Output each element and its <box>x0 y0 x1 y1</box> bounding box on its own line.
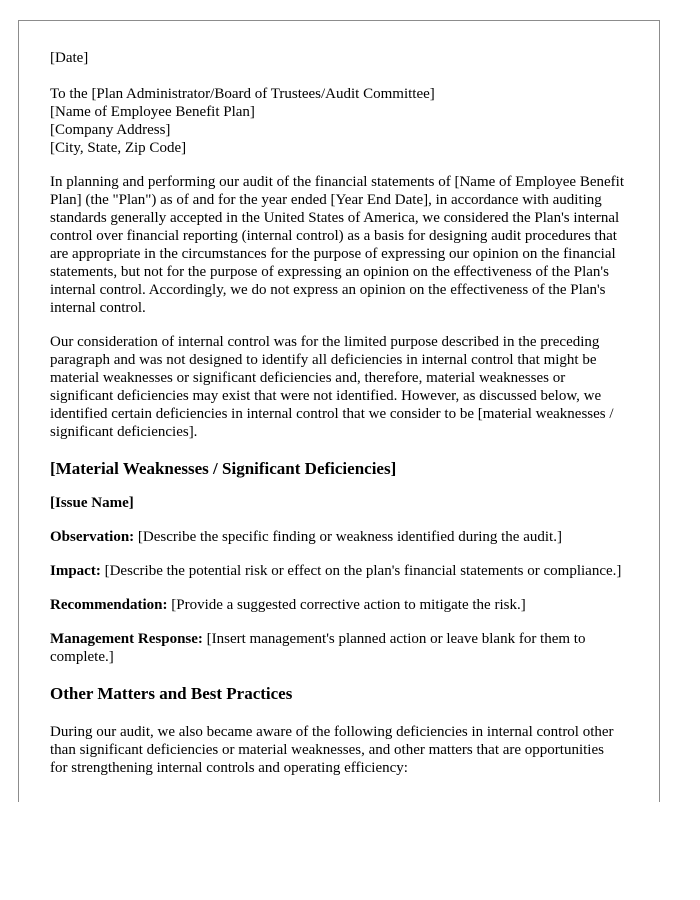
address-line: [Name of Employee Benefit Plan] <box>50 104 255 120</box>
observation-text: [Describe the specific finding or weakness identified during the audit.] <box>134 529 562 545</box>
recommendation-text: [Provide a suggested corrective action to mitigate the risk.] <box>167 597 526 613</box>
letter-page <box>18 20 660 802</box>
impact-field <box>50 562 625 580</box>
address-line: [Company Address] <box>50 122 171 138</box>
impact-text: [Describe the potential risk or effect on the plan's financial statements or compliance.] <box>100 563 622 579</box>
other-matters-paragraph: During our audit, we also became aware of the following deficiencies in internal control other than significant deficiencies or material weaknesses, and other matters that are opportunities for strengthening internal controls and operating efficiency: <box>50 724 614 776</box>
management-response-field <box>50 630 625 666</box>
address-line: To the [Plan Administrator/Board of Trustees/Audit Committee] <box>50 86 435 102</box>
observation-field <box>50 528 625 546</box>
section-heading: [Material Weaknesses / Significant Deficiencies] <box>50 459 397 478</box>
letter-date: [Date] <box>50 50 89 66</box>
consideration-paragraph: Our consideration of internal control was for the limited purpose described in the preceding paragraph and was not designed to identify all deficiencies in internal control that might be material weaknesses or significant deficiencies and, therefore, material weaknesses or significant deficiencies may exist that were not identified. However, as discussed below, we identified certain deficiencies in internal control that we consider to be [material weaknesses / significant deficiencies]. <box>50 334 614 440</box>
letter-content <box>50 49 625 777</box>
management-response-label: Management Response: <box>50 631 203 647</box>
recommendation-label: Recommendation: <box>50 597 168 613</box>
impact-label: Impact: <box>50 563 101 579</box>
issue-name: [Issue Name] <box>50 495 134 511</box>
observation-label: Observation: <box>50 529 135 545</box>
address-line: [City, State, Zip Code] <box>50 140 187 156</box>
recipient-address <box>50 85 625 157</box>
other-matters-heading: Other Matters and Best Practices <box>50 684 293 703</box>
management-response-text: [Insert management's planned action or leave blank for them to complete.] <box>50 631 586 665</box>
recommendation-field <box>50 596 625 614</box>
intro-paragraph: In planning and performing our audit of the financial statements of [Name of Employee Benefit Plan] (the "Plan") as of and for the year ended [Year End Date], in accordance with auditing standards generally accepted in the United States of America, we considered the Plan's internal control over financial reporting (internal control) as a basis for designing audit procedures that are appropriate in the circumstances for the purpose of expressing our opinion on the financial statements, but not for the purpose of expressing an opinion on the effectiveness of the Plan's internal control. Accordingly, we do not express an opinion on the effectiveness of the Plan's internal control. <box>50 174 624 316</box>
